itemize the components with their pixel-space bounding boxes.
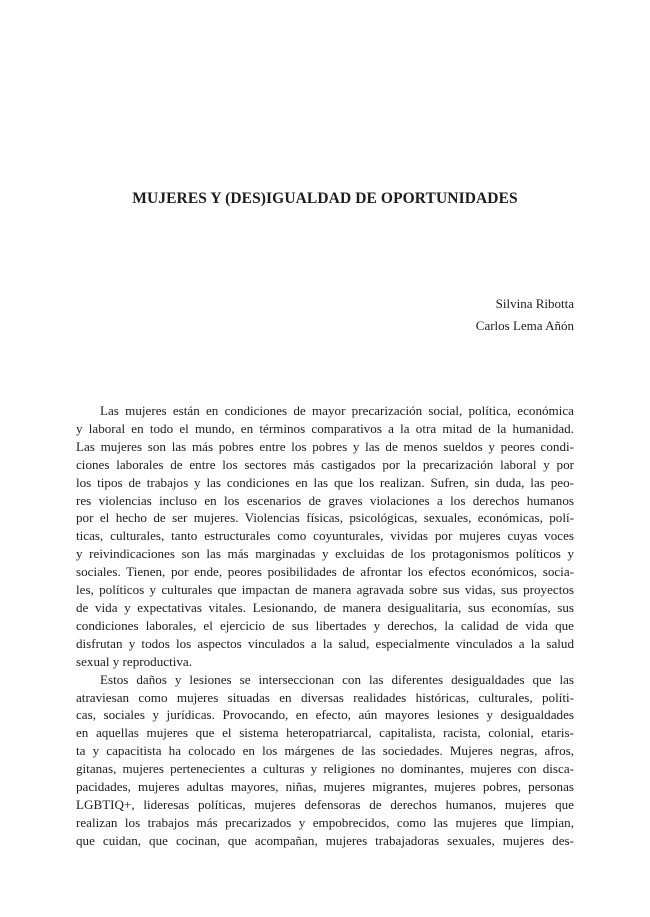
- text-line: ticas, culturales, tanto estructurales como coyunturales, vividas por mujeres cuyas voces: [76, 528, 574, 544]
- text-line: Las mujeres están en condiciones de mayor precarización social, política, económica: [100, 403, 574, 418]
- text-line: res violencias incluso en los escenarios de graves violaciones a los derechos humanos: [76, 492, 574, 508]
- text-line: condiciones laborales, el ejercicio de sus libertades y derechos, la calidad de vida que: [76, 617, 574, 633]
- author-name: Carlos Lema Añón: [475, 318, 574, 333]
- text-line: les, políticos y culturales que impactan de manera agravada sobre sus vidas, sus proyectos: [76, 582, 574, 598]
- text-line: realizan los trabajos más precarizados y empobrecidos, como las mujeres que limpian,: [76, 814, 574, 830]
- text-line: atraviesan como mujeres situadas en diversas realidades históricas, culturales, políti-: [76, 689, 574, 705]
- text-line: y reivindicaciones son las más marginadas y excluidas de los protagonismos políticos y: [76, 546, 574, 562]
- text-line: por el hecho de ser mujeres. Violencias físicas, psicológicas, sexuales, económicas, polí-: [76, 510, 574, 526]
- text-line: ciones laborales de entre los sectores más castigados por la precarización laboral y por: [76, 456, 574, 472]
- text-line: sexual y reproductiva.: [76, 653, 192, 669]
- text-line: LGBTIQ+, lideresas políticas, mujeres defensoras de derechos humanos, mujeres que: [76, 796, 574, 812]
- chapter-title: MUJERES Y (DES)IGUALDAD DE OPORTUNIDADES: [132, 190, 518, 207]
- author-name: Silvina Ribotta: [495, 296, 574, 311]
- paragraph: [76, 402, 574, 671]
- text-line: cas, sociales y jurídicas. Provocando, en efecto, aún mayores lesiones y desigualdades: [76, 707, 574, 723]
- text-line: los tipos de trabajos y las condiciones en las que los realizan. Sufren, sin duda, las peo-: [76, 474, 574, 490]
- text-line: ta y capacitista ha colocado en los márgenes de las sociedades. Mujeres negras, afros,: [76, 743, 574, 759]
- text-line: en aquellas mujeres que el sistema heteropatriarcal, capitalista, racista, colonial, etaris-: [76, 725, 574, 741]
- body-text: [76, 402, 574, 850]
- text-line: gitanas, mujeres pertenecientes a culturas y religiones no dominantes, mujeres con disca-: [76, 761, 574, 777]
- text-line: sociales. Tienen, por ende, peores posibilidades de afrontar los efectos económicos, socia-: [76, 564, 574, 580]
- text-line: pacidades, mujeres adultas mayores, niñas, mujeres migrantes, mujeres pobres, personas: [76, 779, 574, 795]
- text-line: Las mujeres son las más pobres entre los pobres y las de menos sueldos y peores condi-: [76, 438, 574, 454]
- author-block: [476, 293, 574, 337]
- text-line: de vida y expectativas vitales. Lesionando, de manera desigualitaria, sus economías, sus: [76, 599, 574, 615]
- text-line: disfrutan y todos los aspectos vinculados a la salud, especialmente vinculados a la salud: [76, 635, 574, 651]
- text-line: Estos daños y lesiones se interseccionan con las diferentes desigualdades que las: [100, 671, 574, 687]
- text-line: y laboral en todo el mundo, en términos comparativos a la otra mitad de la humanidad.: [76, 420, 574, 436]
- text-line: que cuidan, que cocinan, que acompañan, mujeres trabajadoras sexuales, mujeres des-: [76, 832, 574, 848]
- paragraph: [76, 671, 574, 850]
